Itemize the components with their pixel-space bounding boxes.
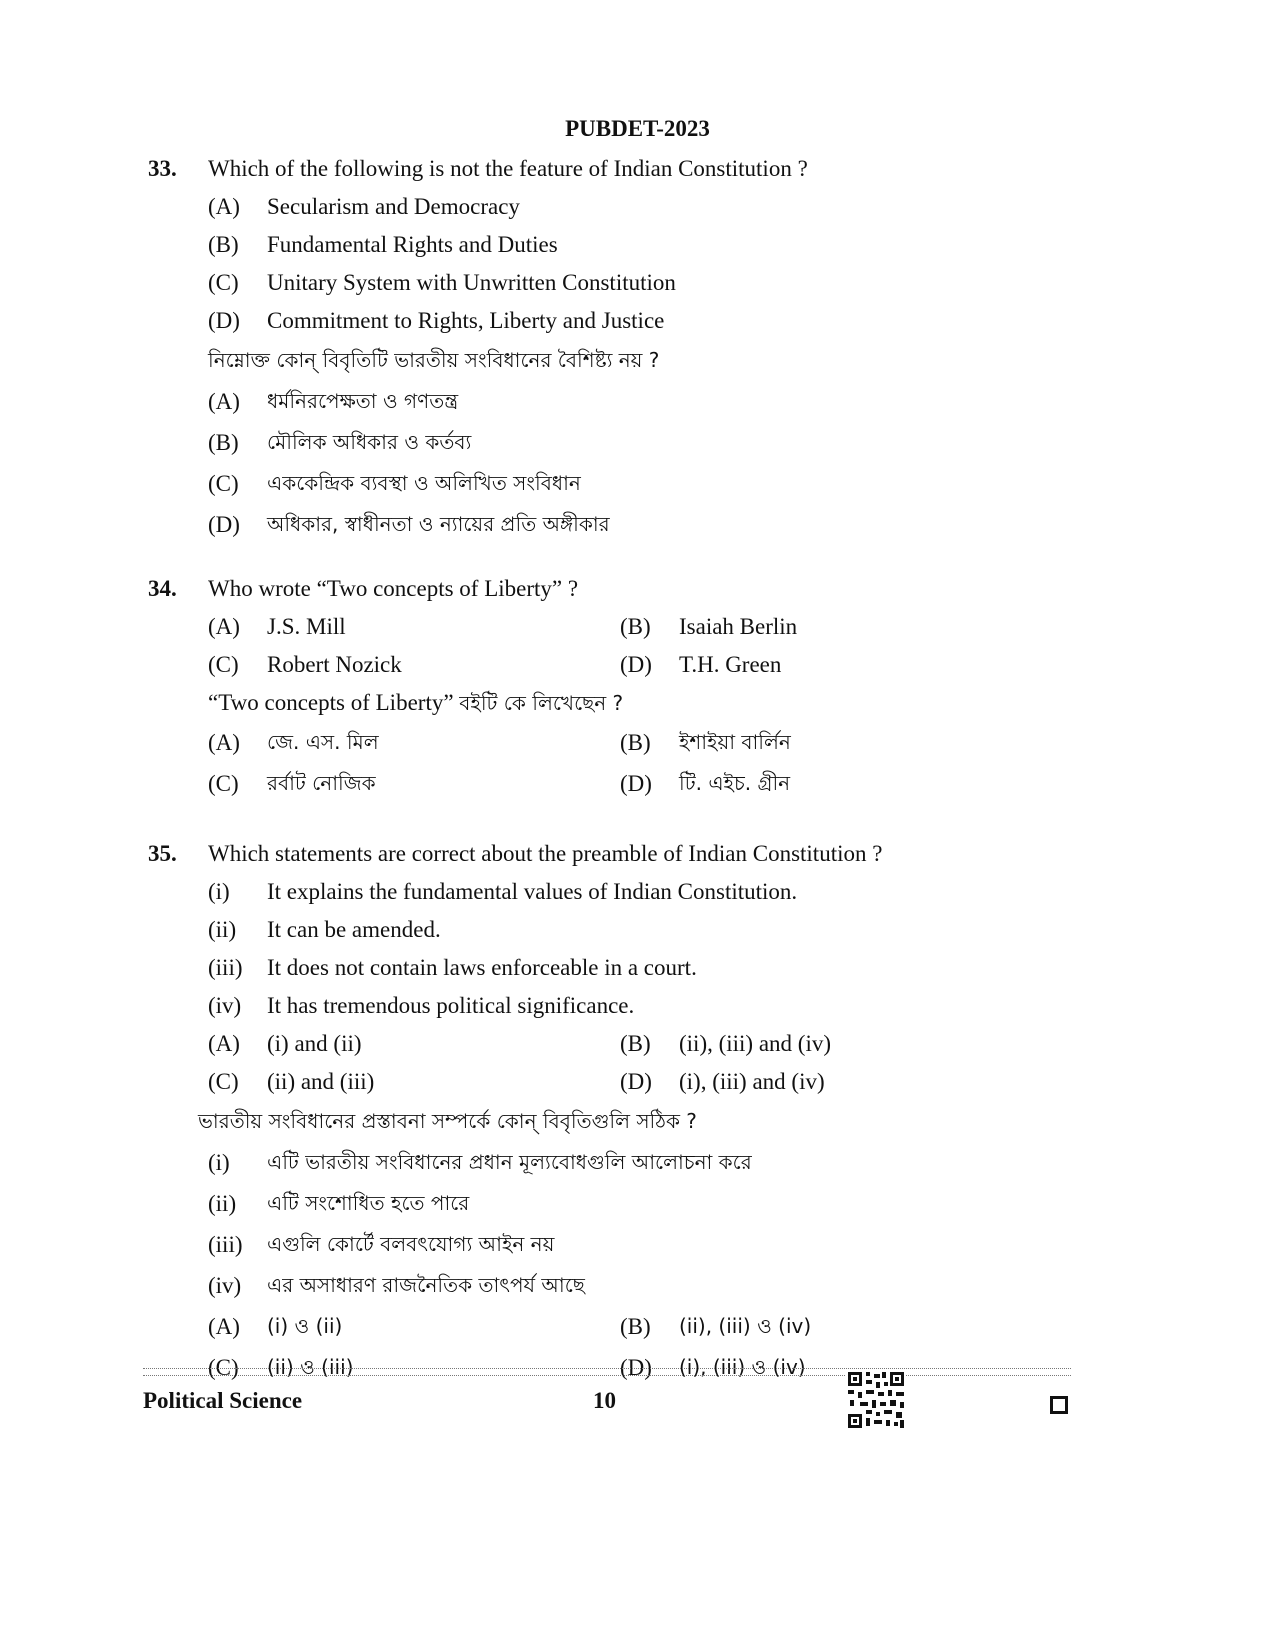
- statement-text-bengali: এর অসাধারণ রাজনৈতিক তাৎপর্য আছে: [267, 1273, 585, 1297]
- question-number: 34.: [148, 576, 177, 601]
- option-text-bengali: (ii), (iii) ও (iv): [679, 1314, 812, 1338]
- option-label: (B): [208, 430, 239, 455]
- option-text: Secularism and Democracy: [267, 194, 520, 219]
- question-34: [148, 570, 1148, 804]
- option-label: (A): [208, 389, 240, 414]
- confidential-divider: [143, 1368, 1071, 1376]
- option-label: (D): [620, 771, 652, 796]
- option-label: (D): [620, 652, 652, 677]
- footer-subject: Political Science: [143, 1388, 303, 1413]
- option-text-bengali: অধিকার, স্বাধীনতা ও ন্যায়ের প্রতি অঙ্গীকার: [267, 512, 610, 536]
- page-number: 10: [593, 1388, 616, 1413]
- statement-text: It explains the fundamental values of Indian Constitution.: [267, 879, 798, 904]
- option-label: (A): [208, 1031, 240, 1056]
- option-text: J.S. Mill: [267, 614, 346, 639]
- statement-label: (iv): [208, 993, 242, 1018]
- option-text: Commitment to Rights, Liberty and Justice: [267, 308, 665, 333]
- question-number: 35.: [148, 841, 177, 866]
- option-text-bengali: এককেন্দ্রিক ব্যবস্থা ও অলিখিত সংবিধান: [267, 471, 581, 495]
- option-label: (C): [208, 652, 239, 677]
- option-text: Fundamental Rights and Duties: [267, 232, 558, 257]
- statement-label: (ii): [208, 1191, 237, 1216]
- question-35: [148, 835, 1148, 1388]
- question-stem-bengali: বইটি কে লিখেছেন ?: [459, 691, 624, 715]
- option-label: (B): [620, 1031, 651, 1056]
- statement-label: (iii): [208, 955, 243, 980]
- question-stem: Which statements are correct about the preamble of Indian Constitution ?: [208, 841, 883, 866]
- option-text: T.H. Green: [679, 652, 782, 677]
- option-label: (B): [620, 1314, 651, 1339]
- statement-text: It has tremendous political significance.: [267, 993, 635, 1018]
- option-label: (D): [620, 1069, 652, 1094]
- option-text-bengali: (i) ও (ii): [267, 1314, 343, 1338]
- option-text: (ii), (iii) and (iv): [679, 1031, 832, 1056]
- question-number: 33.: [148, 156, 177, 181]
- square-icon: [1050, 1396, 1068, 1414]
- option-label: (C): [208, 471, 239, 496]
- statement-text-bengali: এটি ভারতীয় সংবিধানের প্রধান মূল্যবোধগুলি আলোচনা করে: [267, 1150, 752, 1174]
- option-text-bengali: রর্বাট নোজিক: [267, 771, 376, 795]
- option-label: (B): [208, 232, 239, 257]
- option-label: (A): [208, 730, 240, 755]
- option-label: (C): [208, 1069, 239, 1094]
- statement-label: (ii): [208, 917, 237, 942]
- statement-text: It can be amended.: [267, 917, 441, 942]
- question-stem-title: “Two concepts of Liberty”: [208, 690, 454, 715]
- question-33: [148, 150, 1148, 545]
- option-label: (B): [620, 730, 651, 755]
- statement-label: (iv): [208, 1273, 242, 1298]
- option-label: (C): [208, 1355, 239, 1380]
- option-text-bengali: (i), (iii) ও (iv): [679, 1355, 806, 1379]
- question-stem: Who wrote “Two concepts of Liberty” ?: [208, 576, 579, 601]
- option-text-bengali: ইশাইয়া বার্লিন: [679, 730, 791, 754]
- option-text: Robert Nozick: [267, 652, 402, 677]
- option-label: (D): [620, 1355, 652, 1380]
- option-text: Isaiah Berlin: [679, 614, 798, 639]
- option-label: (D): [208, 308, 240, 333]
- question-stem-bengali: নিম্নোক্ত কোন্ বিবৃতিটি ভারতীয় সংবিধানের বৈশিষ্ট্য নয় ?: [208, 348, 660, 372]
- page-header: PUBDET-2023: [565, 116, 710, 141]
- option-label: (B): [620, 614, 651, 639]
- option-text-bengali: ধর্মনিরপেক্ষতা ও গণতন্ত্র: [267, 389, 459, 413]
- question-stem: Which of the following is not the feature of Indian Constitution ?: [208, 156, 808, 181]
- option-text-bengali: টি. এইচ. গ্রীন: [679, 771, 791, 795]
- qr-code-icon: [846, 1370, 906, 1430]
- option-text-bengali: মৌলিক অধিকার ও কর্তব্য: [267, 430, 472, 454]
- statement-text: It does not contain laws enforceable in a court.: [267, 955, 697, 980]
- option-label: (A): [208, 614, 240, 639]
- option-label: (A): [208, 1314, 240, 1339]
- question-stem-bengali: ভারতীয় সংবিধানের প্রস্তাবনা সম্পর্কে কোন্ বিবৃতিগুলি সঠিক ?: [198, 1109, 697, 1133]
- option-text-bengali: জে. এস. মিল: [267, 730, 379, 754]
- option-label: (C): [208, 270, 239, 295]
- option-label: (D): [208, 512, 240, 537]
- statement-text-bengali: এগুলি কোর্টে বলবৎযোগ্য আইন নয়: [267, 1232, 555, 1256]
- statement-label: (i): [208, 1150, 230, 1175]
- statement-text-bengali: এটি সংশোধিত হতে পারে: [267, 1191, 470, 1215]
- option-text-bengali: (ii) ও (iii): [267, 1355, 354, 1379]
- option-text: (i) and (ii): [267, 1031, 362, 1056]
- statement-label: (iii): [208, 1232, 243, 1257]
- option-label: (A): [208, 194, 240, 219]
- option-text: (i), (iii) and (iv): [679, 1069, 825, 1094]
- statement-label: (i): [208, 879, 230, 904]
- option-text: Unitary System with Unwritten Constitution: [267, 270, 676, 295]
- option-text: (ii) and (iii): [267, 1069, 375, 1094]
- option-label: (C): [208, 771, 239, 796]
